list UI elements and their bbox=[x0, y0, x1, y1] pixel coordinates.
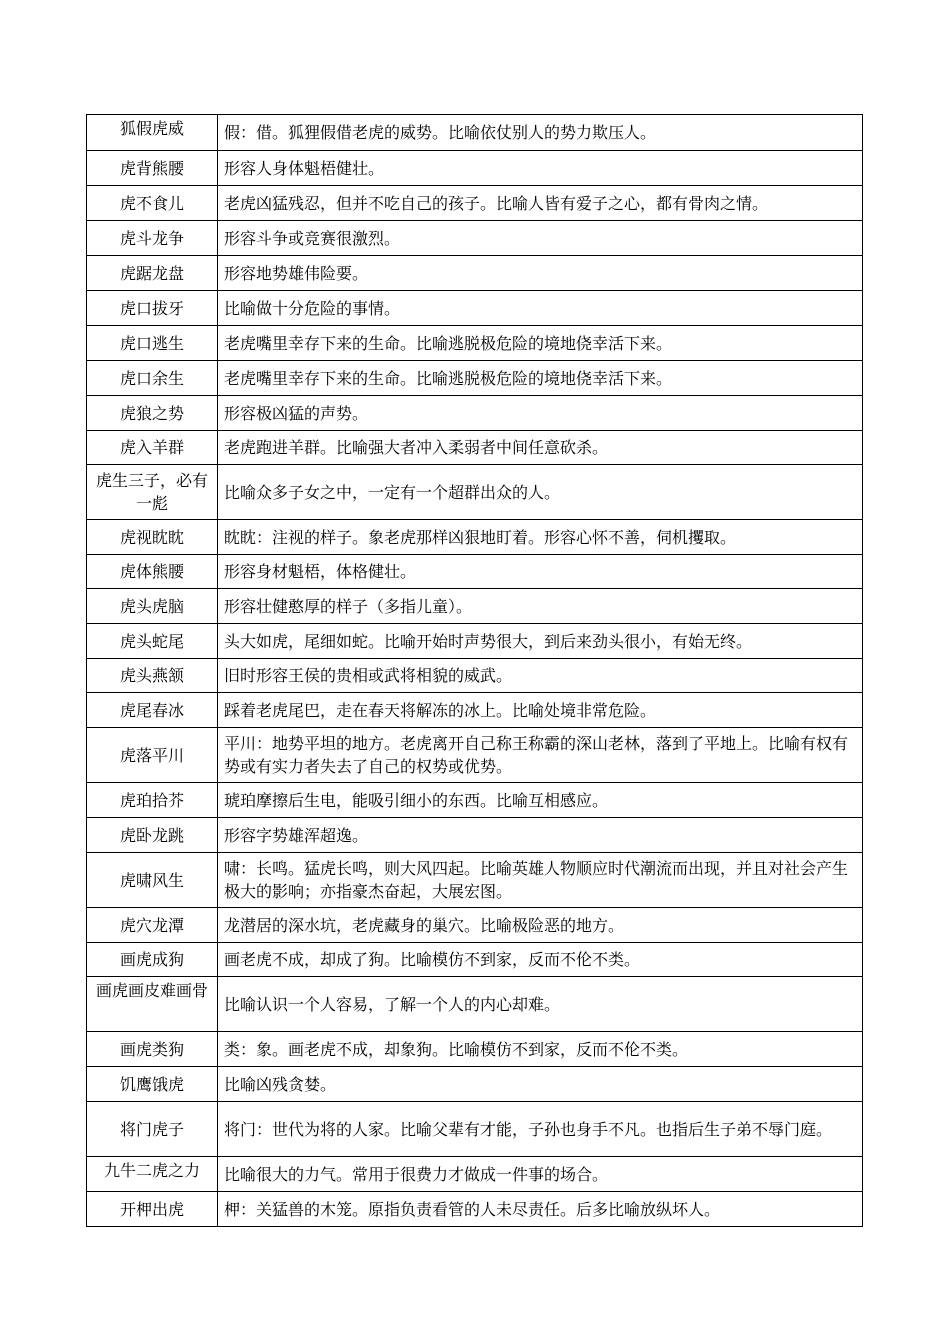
idiom-term: 虎啸风生 bbox=[87, 853, 218, 908]
idiom-term: 虎体熊腰 bbox=[87, 555, 218, 589]
idiom-term: 虎狼之势 bbox=[87, 396, 218, 431]
idiom-definition: 假：借。狐狸假借老虎的威势。比喻依仗别人的势力欺压人。 bbox=[218, 115, 863, 151]
table-row bbox=[87, 624, 863, 659]
idiom-definition: 老虎嘴里幸存下来的生命。比喻逃脱极危险的境地侥幸活下来。 bbox=[218, 326, 863, 361]
table-row bbox=[87, 783, 863, 818]
table-row bbox=[87, 943, 863, 977]
table-row bbox=[87, 555, 863, 589]
table-row bbox=[87, 256, 863, 291]
table-row bbox=[87, 520, 863, 555]
idiom-term: 将门虎子 bbox=[87, 1102, 218, 1157]
idiom-definition: 啸：长鸣。猛虎长鸣，则大风四起。比喻英雄人物顺应时代潮流而出现，并且对社会产生极大的影响；亦指豪杰奋起，大展宏图。 bbox=[218, 853, 863, 908]
idiom-definition: 平川：地势平坦的地方。老虎离开自己称王称霸的深山老林，落到了平地上。比喻有权有势或有实力者失去了自己的权势或优势。 bbox=[218, 728, 863, 783]
idiom-term: 饥鹰饿虎 bbox=[87, 1067, 218, 1102]
idiom-term: 虎踞龙盘 bbox=[87, 256, 218, 291]
table-row bbox=[87, 728, 863, 783]
table-row bbox=[87, 396, 863, 431]
idiom-term: 虎卧龙跳 bbox=[87, 818, 218, 853]
idiom-term: 虎头虎脑 bbox=[87, 589, 218, 624]
idiom-term: 虎口逃生 bbox=[87, 326, 218, 361]
idiom-definition: 形容极凶猛的声势。 bbox=[218, 396, 863, 431]
idiom-term: 虎落平川 bbox=[87, 728, 218, 783]
idiom-term: 狐假虎威 bbox=[87, 115, 218, 151]
table-row bbox=[87, 431, 863, 465]
table-row bbox=[87, 115, 863, 151]
idiom-term: 虎口拔牙 bbox=[87, 291, 218, 326]
idiom-definition: 眈眈：注视的样子。象老虎那样凶狠地盯着。形容心怀不善，伺机攫取。 bbox=[218, 520, 863, 555]
table-row bbox=[87, 659, 863, 693]
idiom-definition: 比喻凶残贪婪。 bbox=[218, 1067, 863, 1102]
table-row bbox=[87, 186, 863, 221]
idiom-term: 虎珀拾芥 bbox=[87, 783, 218, 818]
idiom-definition: 龙潜居的深水坑，老虎藏身的巢穴。比喻极险恶的地方。 bbox=[218, 908, 863, 943]
idiom-definition: 踩着老虎尾巴，走在春天将解冻的冰上。比喻处境非常危险。 bbox=[218, 693, 863, 728]
idiom-term: 虎尾春冰 bbox=[87, 693, 218, 728]
idiom-definition: 旧时形容王侯的贵相或武将相貌的威武。 bbox=[218, 659, 863, 693]
table-row bbox=[87, 589, 863, 624]
idiom-definition: 形容字势雄浑超逸。 bbox=[218, 818, 863, 853]
idiom-term: 虎视眈眈 bbox=[87, 520, 218, 555]
table-row bbox=[87, 1102, 863, 1157]
table-row bbox=[87, 853, 863, 908]
table-row bbox=[87, 151, 863, 186]
idiom-table bbox=[86, 114, 863, 1227]
table-row bbox=[87, 977, 863, 1032]
idiom-term: 虎头燕颔 bbox=[87, 659, 218, 693]
idiom-term: 虎穴龙潭 bbox=[87, 908, 218, 943]
idiom-term: 虎入羊群 bbox=[87, 431, 218, 465]
idiom-definition: 形容壮健憨厚的样子（多指儿童）。 bbox=[218, 589, 863, 624]
idiom-definition: 老虎凶猛残忍，但并不吃自己的孩子。比喻人皆有爱子之心，都有骨肉之情。 bbox=[218, 186, 863, 221]
table-row bbox=[87, 1067, 863, 1102]
idiom-definition: 画老虎不成，却成了狗。比喻模仿不到家，反而不伦不类。 bbox=[218, 943, 863, 977]
table-row bbox=[87, 465, 863, 520]
idiom-definition: 比喻众多子女之中，一定有一个超群出众的人。 bbox=[218, 465, 863, 520]
idiom-term: 虎斗龙争 bbox=[87, 221, 218, 256]
idiom-term: 虎口余生 bbox=[87, 361, 218, 396]
idiom-term: 虎背熊腰 bbox=[87, 151, 218, 186]
table-row bbox=[87, 326, 863, 361]
table-row bbox=[87, 1032, 863, 1067]
table-row bbox=[87, 818, 863, 853]
idiom-definition: 形容人身体魁梧健壮。 bbox=[218, 151, 863, 186]
idiom-definition: 将门：世代为将的人家。比喻父辈有才能，子孙也身手不凡。也指后生子弟不辱门庭。 bbox=[218, 1102, 863, 1157]
idiom-term: 画虎画皮难画骨 bbox=[87, 977, 218, 1032]
table-row bbox=[87, 1192, 863, 1227]
idiom-term: 开柙出虎 bbox=[87, 1192, 218, 1227]
idiom-definition: 比喻做十分危险的事情。 bbox=[218, 291, 863, 326]
idiom-definition: 类：象。画老虎不成，却象狗。比喻模仿不到家，反而不伦不类。 bbox=[218, 1032, 863, 1067]
idiom-definition: 形容身材魁梧，体格健壮。 bbox=[218, 555, 863, 589]
table-row bbox=[87, 221, 863, 256]
idiom-definition: 比喻很大的力气。常用于很费力才做成一件事的场合。 bbox=[218, 1157, 863, 1192]
idiom-definition: 琥珀摩擦后生电，能吸引细小的东西。比喻互相感应。 bbox=[218, 783, 863, 818]
table-row bbox=[87, 291, 863, 326]
idiom-term: 虎不食儿 bbox=[87, 186, 218, 221]
idiom-definition: 形容斗争或竞赛很激烈。 bbox=[218, 221, 863, 256]
idiom-term: 画虎类狗 bbox=[87, 1032, 218, 1067]
idiom-definition: 老虎嘴里幸存下来的生命。比喻逃脱极危险的境地侥幸活下来。 bbox=[218, 361, 863, 396]
idiom-term: 九牛二虎之力 bbox=[87, 1157, 218, 1192]
idiom-definition: 柙：关猛兽的木笼。原指负责看管的人未尽责任。后多比喻放纵坏人。 bbox=[218, 1192, 863, 1227]
idiom-term: 画虎成狗 bbox=[87, 943, 218, 977]
table-row bbox=[87, 693, 863, 728]
idiom-term: 虎生三子，必有一彪 bbox=[87, 465, 218, 520]
idiom-definition: 形容地势雄伟险要。 bbox=[218, 256, 863, 291]
table-row bbox=[87, 908, 863, 943]
idiom-definition: 老虎跑进羊群。比喻强大者冲入柔弱者中间任意砍杀。 bbox=[218, 431, 863, 465]
table-row bbox=[87, 361, 863, 396]
idiom-definition: 比喻认识一个人容易，了解一个人的内心却难。 bbox=[218, 977, 863, 1032]
idiom-definition: 头大如虎，尾细如蛇。比喻开始时声势很大，到后来劲头很小，有始无终。 bbox=[218, 624, 863, 659]
table-row bbox=[87, 1157, 863, 1192]
idiom-table-body bbox=[87, 115, 863, 1227]
idiom-term: 虎头蛇尾 bbox=[87, 624, 218, 659]
